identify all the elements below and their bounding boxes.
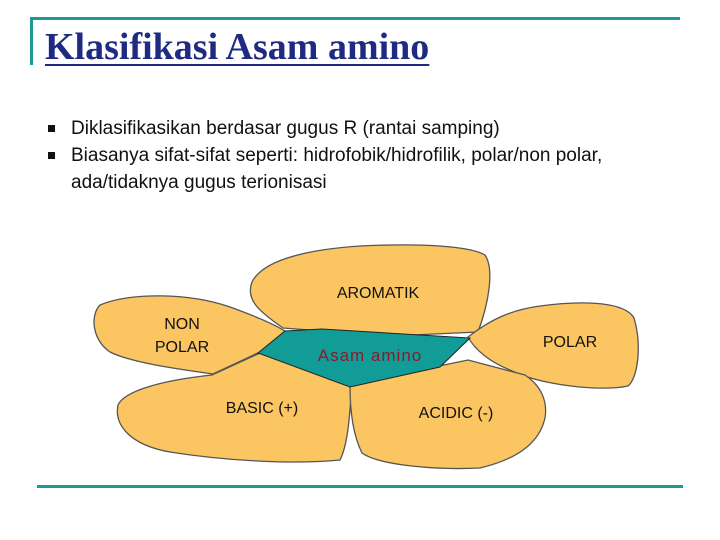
center-label: Asam amino bbox=[317, 346, 423, 365]
petal-label-non-polar-line2: POLAR bbox=[154, 339, 210, 356]
petal-label-acidic: ACIDIC (-) bbox=[418, 405, 494, 422]
slide-title: Klasifikasi Asam amino bbox=[45, 26, 430, 68]
petal-label-non-polar-line1: NON bbox=[164, 316, 200, 333]
petal-label-aromatik: AROMATIK bbox=[336, 285, 420, 302]
petal-label-polar: POLAR bbox=[542, 334, 598, 351]
bullet-text: Biasanya sifat-sifat seperti: hidrofobik/hidrofilik, polar/non polar, ada/tidaknya gugus terionisasi bbox=[71, 145, 603, 193]
bullet-text: Diklasifikasikan berdasar gugus R (rantai samping) bbox=[71, 118, 500, 139]
petal-label-basic: BASIC (+) bbox=[225, 400, 299, 417]
